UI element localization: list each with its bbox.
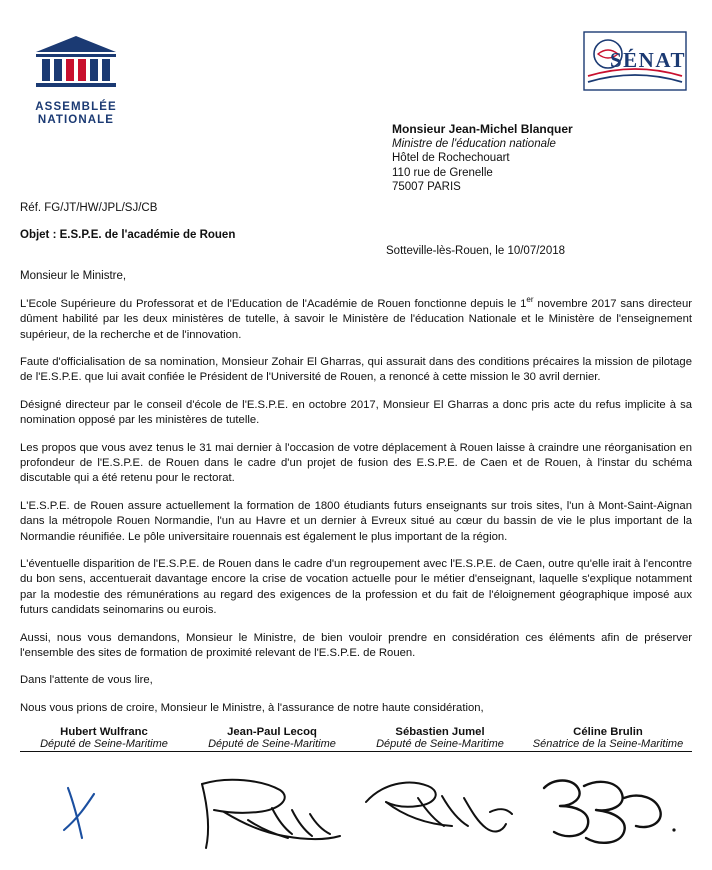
signer-4 bbox=[524, 726, 692, 752]
signer-2-title: Député de Seine-Maritime bbox=[208, 738, 336, 750]
paragraph-4: Les propos que vous avez tenus le 31 mai dernier à l'occasion de votre déplacement à Rouen laisse à craindre une réorganisation en profondeur de l'E.S.P.E. de Rouen dans le cadre d'un projet de fusion des E.S.P.E. de Caen et de Rouen, à l'instar du schéma discutable qui a été retenu pour le rectorat. bbox=[20, 441, 692, 485]
signature-sebastien-jumel-icon bbox=[356, 768, 524, 854]
addressee-block bbox=[392, 122, 573, 195]
signature-4 bbox=[524, 768, 692, 854]
assemblee-building-icon bbox=[30, 34, 122, 92]
addressee-address-line2: 110 rue de Grenelle bbox=[392, 166, 493, 179]
paragraph-1-ordinal: er bbox=[526, 295, 534, 304]
letter-body bbox=[20, 292, 692, 716]
paragraph-3: Désigné directeur par le conseil d'école de l'E.S.P.E. en octobre 2017, Monsieur El Gharras a donc pris acte du refus implicite à sa nomination opposé par les ministères de tutelle. bbox=[20, 398, 692, 427]
signer-1-rule bbox=[20, 751, 188, 752]
signature-celine-brulin-icon bbox=[524, 768, 692, 854]
paragraph-1-part-a: L'Ecole Supérieure du Professorat et de l'Education de l'Académie de Rouen fonctionne depuis le 1 bbox=[20, 297, 527, 310]
letterhead bbox=[0, 0, 712, 126]
paragraph-8: Dans l'attente de vous lire, bbox=[20, 674, 153, 687]
paragraph-5: L'E.S.P.E. de Rouen assure actuellement la formation de 1800 étudiants futurs enseignants sur trois sites, l'un à Mont-Saint-Aignan dans la métropole Rouen Normandie, l'un au Havre et un dernier à Evreux situé au cœur du bassin de vie le plus important de la Normandie réunifiée. Le pôle universitaire rouennais est également le plus important de la région. bbox=[20, 499, 692, 543]
signer-4-rule bbox=[524, 751, 692, 752]
signature-2 bbox=[188, 768, 356, 854]
addressee-name: Monsieur Jean-Michel Blanquer bbox=[392, 122, 573, 136]
paragraph-7: Aussi, nous vous demandons, Monsieur le Ministre, de bien vouloir prendre en considération ces éléments afin de préserver l'ensemble des sites de formation de proximité relevant de l'E.S.P.E. de Rouen. bbox=[20, 631, 692, 660]
signer-3-title: Député de Seine-Maritime bbox=[376, 738, 504, 750]
paragraph-1-part-b: novembre 2017 sans directeur dûment habilité par les deux ministères de tutelle, à savoir le Ministère de l'éducation Nationale et le Ministère de l'enseignement supérieur, de la recherche et de l'innovation. bbox=[20, 297, 692, 341]
signer-3 bbox=[356, 726, 524, 752]
signer-2-rule bbox=[188, 751, 356, 752]
signature-hubert-wulfranc-icon bbox=[20, 768, 188, 854]
signer-4-title: Sénatrice de la Seine-Maritime bbox=[532, 738, 684, 750]
signer-4-name: Céline Brulin bbox=[573, 726, 643, 738]
signature-1 bbox=[20, 768, 188, 854]
paragraph-2: Faute d'officialisation de sa nomination, Monsieur Zohair El Gharras, qui assurait dans des conditions précaires la mission de pilotage de l'E.S.P.E. que lui avait confiée le Président de l'Université de Rouen, a renoncé à cette mission le 30 avril dernier. bbox=[20, 355, 692, 384]
signer-1-name: Hubert Wulfranc bbox=[60, 726, 148, 738]
signer-2 bbox=[188, 726, 356, 752]
signers-block bbox=[20, 726, 692, 752]
addressee-role: Ministre de l'éducation nationale bbox=[392, 137, 556, 150]
senat-wordmark: SÉNAT bbox=[610, 48, 686, 72]
assemblee-line1: ASSEMBLÉE bbox=[35, 101, 117, 113]
salutation: Monsieur le Ministre, bbox=[20, 270, 127, 282]
signer-3-name: Sébastien Jumel bbox=[395, 726, 485, 738]
paragraph-1 bbox=[20, 292, 692, 343]
signer-2-name: Jean-Paul Lecoq bbox=[227, 726, 317, 738]
paragraph-9: Nous vous prions de croire, Monsieur le Ministre, à l'assurance de notre haute considération, bbox=[20, 701, 484, 714]
assemblee-line2: NATIONALE bbox=[37, 114, 115, 126]
object-line: Objet : E.S.P.E. de l'académie de Rouen bbox=[20, 229, 236, 241]
signer-3-rule bbox=[356, 751, 524, 752]
addressee-address-line1: Hôtel de Rochechouart bbox=[392, 152, 510, 164]
signature-3 bbox=[356, 768, 524, 854]
assemblee-nationale-logo bbox=[22, 34, 130, 127]
place-and-date: Sotteville-lès-Rouen, le 10/07/2018 bbox=[386, 245, 566, 257]
assemblee-nationale-label bbox=[22, 101, 130, 127]
signature-jean-paul-lecoq-icon bbox=[188, 768, 356, 854]
reference-line: Réf. FG/JT/HW/JPL/SJ/CB bbox=[20, 202, 158, 214]
signer-1-title: Député de Seine-Maritime bbox=[40, 738, 168, 750]
paragraph-6: L'éventuelle disparition de l'E.S.P.E. de Rouen dans le cadre d'un regroupement avec l'E.S.P.E. de Caen, outre qu'elle irait à l'encontre du bon sens, accentuerait davantage encore la crise de vocation actuelle pour le métier d'enseignant, laquelle s'explique notamment par la modestie des rémunérations au regard des exigences de la profession et du fait de l'éloignement géographique imposé aux futurs candidats seinomarins ou eurois. bbox=[20, 558, 692, 617]
signer-1 bbox=[20, 726, 188, 752]
addressee-address-line3: 75007 PARIS bbox=[392, 181, 461, 193]
signatures-row bbox=[20, 768, 692, 854]
senat-logo bbox=[580, 30, 690, 97]
